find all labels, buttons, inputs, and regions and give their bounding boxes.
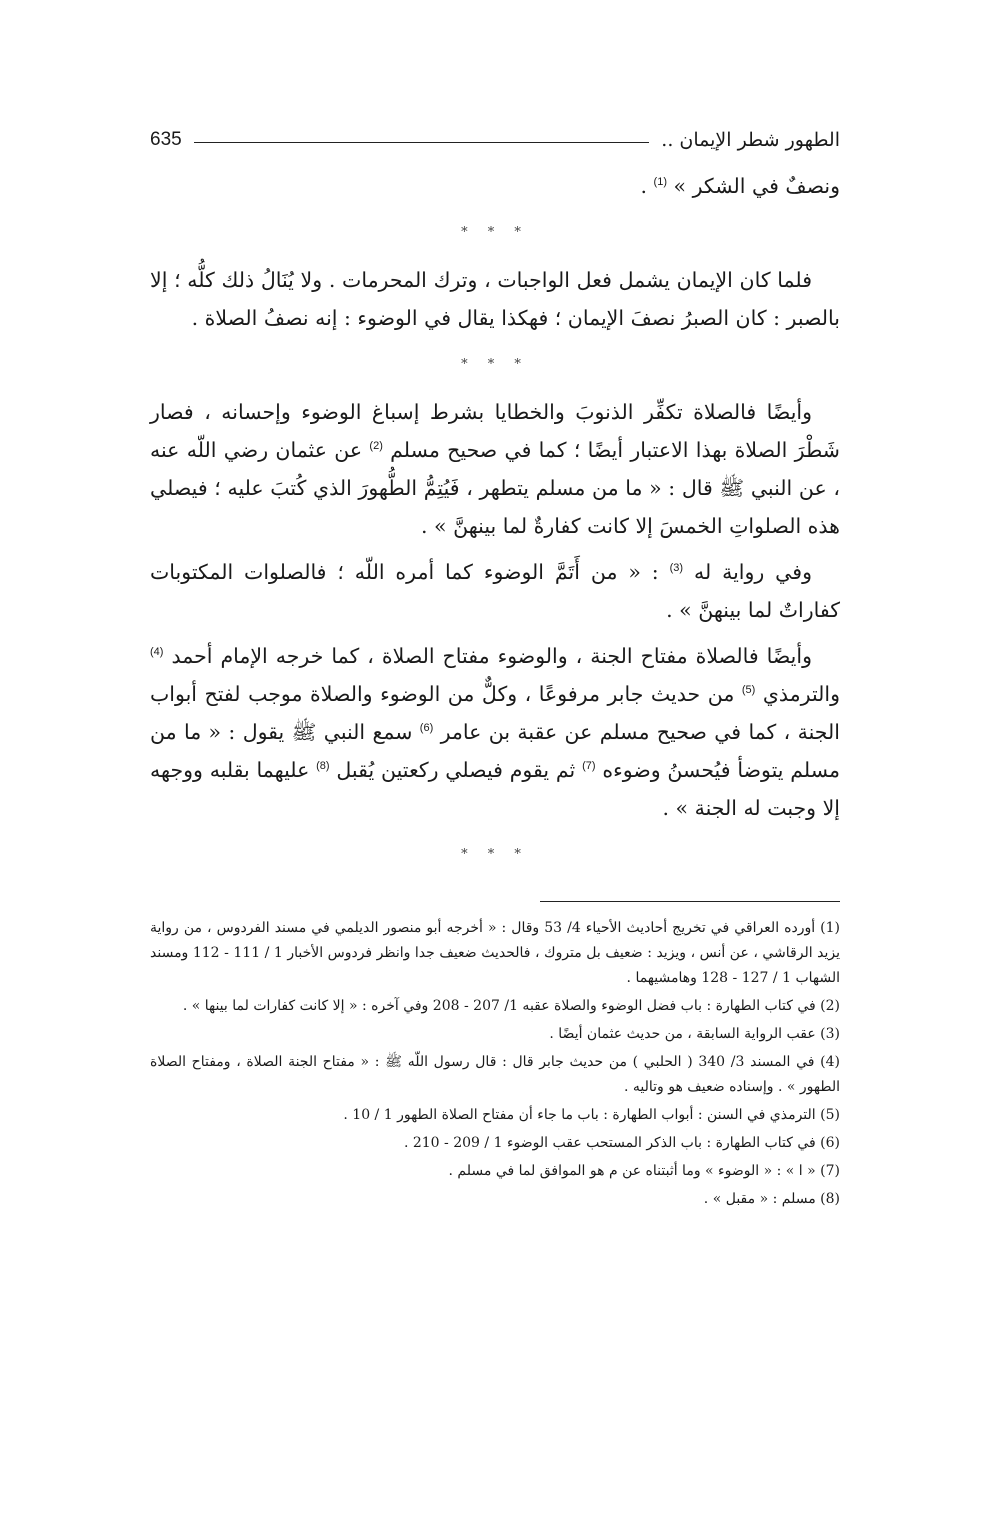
paragraph-5-part-a: وأيضًا فالصلاة مفتاح الجنة ، والوضوء مفتاح الصلاة ، كما خرجه الإمام أحمد: [171, 644, 812, 668]
footnote-3: (3) عقب الرواية السابقة ، من حديث عثمان أيضًا .: [549, 1026, 840, 1042]
paragraph-4-part-b: : « من أَتَمَّ الوضوء كما أمره اللّه ؛ فالصلوات المكتوبات كفاراتٌ لما بينهنَّ » .: [150, 560, 840, 622]
footnote-5: (5) الترمذي في السنن : أبواب الطهارة : باب ما جاء أن مفتاح الصلاة الطهور 1 / 10 .: [343, 1107, 840, 1123]
running-title: الطهور شطر الإيمان ..: [661, 129, 840, 151]
footnote-2: (2) في كتاب الطهارة : باب فضل الوضوء والصلاة عقبه 1/ 207 - 208 وفي آخره : « إلا كانت كفارات لما بينها » .: [182, 998, 840, 1014]
footnote-ref-6: (6): [419, 722, 434, 735]
paragraph-1-text: ونصفٌ في الشكر »: [673, 174, 840, 198]
paragraph-5: [150, 637, 840, 827]
paragraph-1-end: .: [640, 174, 654, 198]
footnote-ref-7: (7): [582, 760, 596, 773]
paragraph-1: [150, 167, 840, 205]
main-text: [150, 167, 840, 883]
footnote-1: (1) أورده العراقي في تخريج أحاديث الأحياء 4/ 53 وقال : « أخرجه أبو منصور الديلمي في مسند الفردوس ، من رواية يزيد الرقاشي ، عن أنس ، ويزيد : ضعيف بل متروك ، فالحديث ضعيف جدا وانظر فردوس الأخبار 1 / 111 - 112 ومسند الشهاب 1 / 127 - 128 وهامشيهما .: [150, 920, 840, 986]
footnote-ref-1: (1): [653, 176, 668, 189]
footnote-4: (4) في المسند 3/ 340 ( الحلبي ) من حديث جابر قال : قال رسول اللّه ﷺ : « مفتاح الجنة الصلاة ، ومفتاح الصلاة الطهور » . وإسناده ضعيف هو وتاليه .: [150, 1054, 840, 1095]
footnote-8: (8) مسلم : « مقبل » .: [703, 1191, 840, 1207]
footnote-ref-8: (8): [316, 760, 330, 773]
paragraph-3-part-a: وأيضًا فالصلاة تكفِّر الذنوبَ والخطايا بشرط إسباغ الوضوء وإحسانه ، فصار شَطْرَ الصلاة بهذا الاعتبار أيضًا ؛ كما في صحيح مسلم: [150, 400, 840, 462]
footnote-ref-2: (2): [369, 440, 383, 453]
paragraph-3-part-b: عن عثمان رضي اللّه عنه ، عن النبي ﷺ قال : « ما من مسلم يتطهر ، فَيُتِمُّ الطُّهورَ الذي كُتبَ عليه ؛ فيصلي هذه الصلواتِ الخمسَ إلا كانت كفارةٌ لما بينهنَّ » .: [150, 438, 840, 538]
footnote-ref-3: (3): [669, 562, 684, 575]
paragraph-5-part-e: ثم يقوم فيصلي ركعتين يُقبل: [336, 758, 583, 782]
paragraph-5-part-c: من حديث جابر مرفوعًا ، وكلٌّ من الوضوء والصلاة موجب لفتح أبواب الجنة ، كما في صحيح مسلم عن عقبة بن عامر: [150, 682, 840, 744]
paragraph-5-part-f: عليهما بقلبه ووجهه إلا وجبت له الجنة » .: [150, 758, 840, 820]
section-separator-3: * * *: [461, 847, 529, 862]
header-rule: [194, 142, 650, 143]
book-page: [150, 125, 840, 1215]
section-separator-2: * * *: [461, 357, 529, 372]
footnotes: [150, 916, 840, 1212]
footnote-7: (7) « ا » : « الوضوء » وما أثبتناه عن م هو الموافق لما في مسلم .: [448, 1163, 840, 1179]
paragraph-3: [150, 393, 840, 545]
footnote-rule: [540, 901, 840, 902]
paragraph-5-part-b: والترمذي: [762, 682, 840, 706]
footnote-6: (6) في كتاب الطهارة : باب الذكر المستحب عقب الوضوء 1 / 209 - 210 .: [403, 1135, 840, 1151]
page-number: 635: [150, 129, 182, 150]
footnote-ref-5: (5): [741, 684, 756, 697]
paragraph-4: [150, 553, 840, 629]
section-separator-1: * * *: [461, 225, 529, 240]
paragraph-5-part-d: سمع النبي ﷺ يقول : « ما من مسلم يتوضأ فيُحسنُ وضوءه: [150, 720, 840, 782]
paragraph-2: فلما كان الإيمان يشمل فعل الواجبات ، وترك المحرمات . ولا يُنَالُ ذلك كلُّه ؛ إلا بالصبر : كان الصبرُ نصفَ الإيمان ؛ فهكذا يقال في الوضوء : إنه نصفُ الصلاة .: [150, 268, 840, 330]
footnote-ref-4: (4): [150, 646, 164, 659]
running-header: [150, 125, 840, 155]
paragraph-4-part-a: وفي رواية له: [693, 560, 812, 584]
